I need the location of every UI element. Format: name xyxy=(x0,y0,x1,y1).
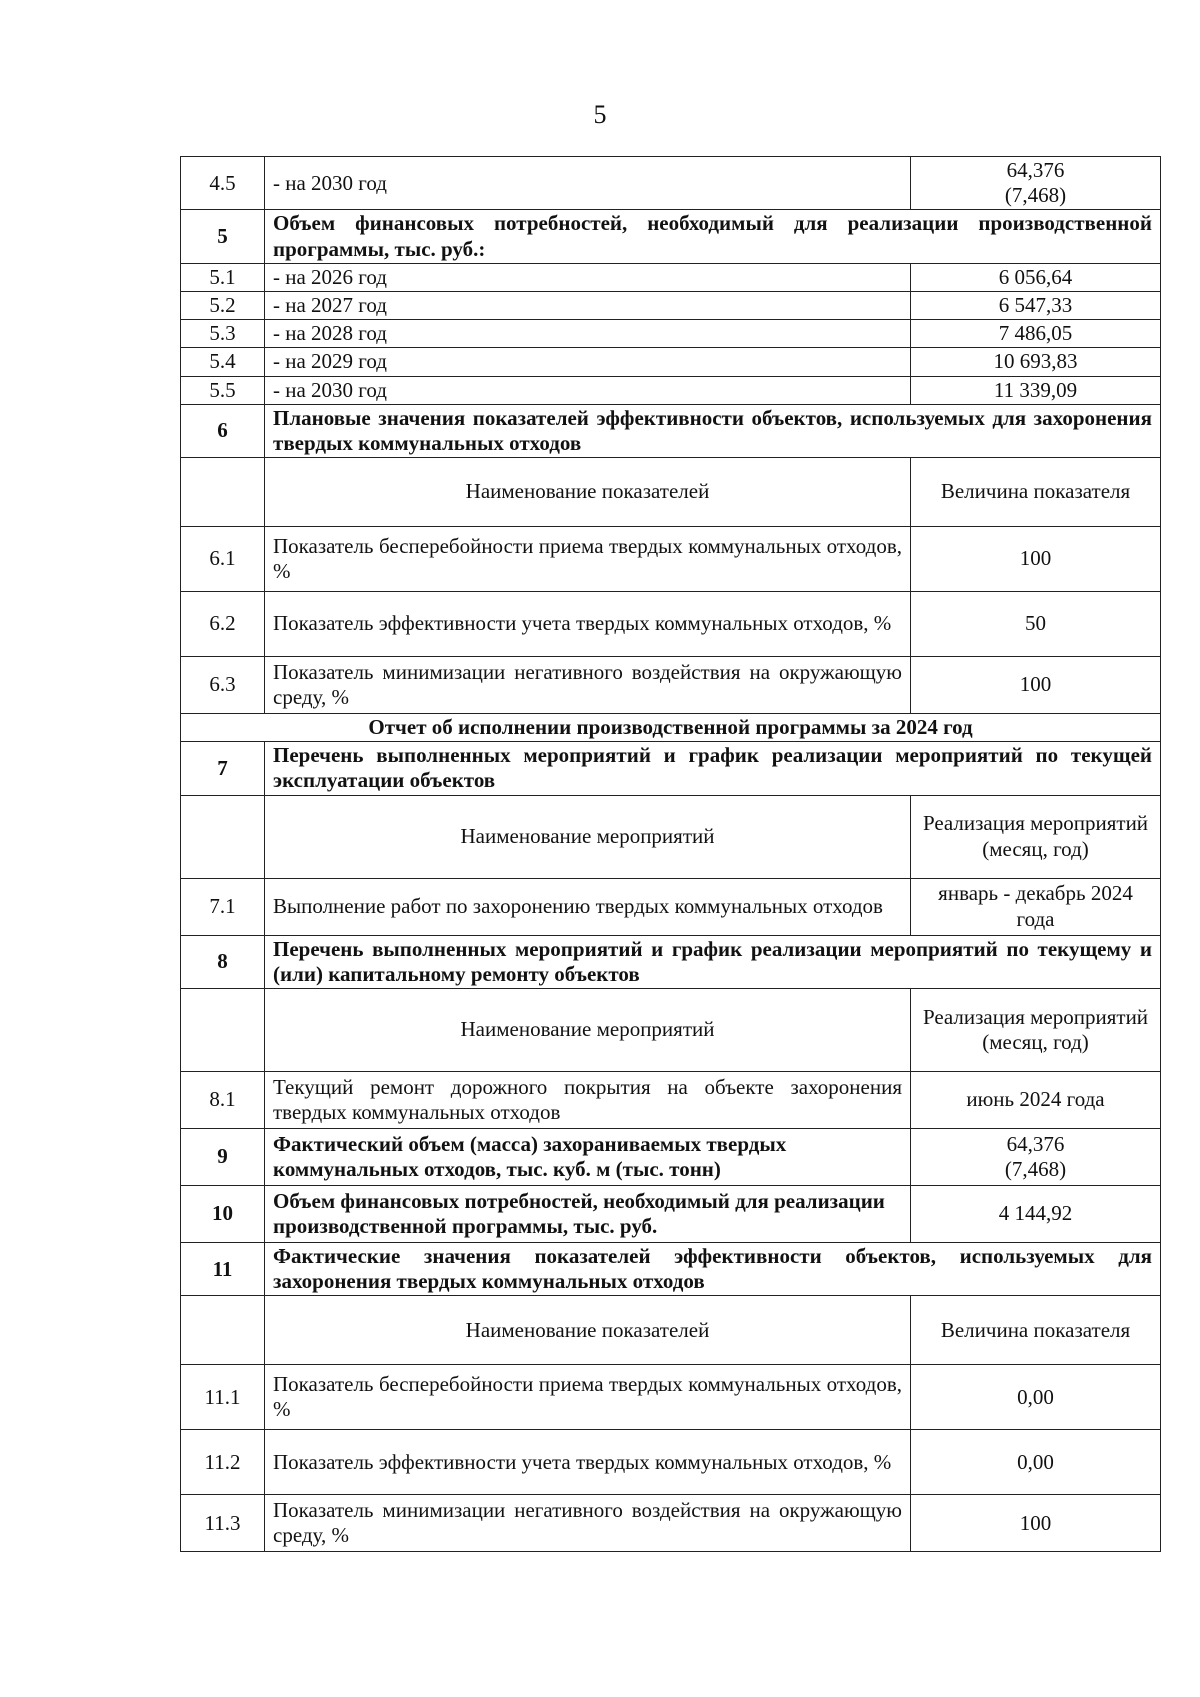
table-row-5 xyxy=(181,210,1161,263)
table-row-6-1 xyxy=(181,527,1161,592)
page-number: 5 xyxy=(593,100,607,129)
row-label: - на 2028 год xyxy=(265,320,911,348)
row-label: - на 2030 год xyxy=(265,376,911,404)
header-row-8 xyxy=(181,989,1161,1072)
row-number: 5.4 xyxy=(181,348,265,376)
row-number: 6.2 xyxy=(181,592,265,657)
section-number: 10 xyxy=(181,1186,265,1243)
header-row-6 xyxy=(181,458,1161,527)
empty-cell xyxy=(181,458,265,527)
table-row-11 xyxy=(181,1243,1161,1296)
table-row-6-3 xyxy=(181,657,1161,714)
table-row-6-2 xyxy=(181,592,1161,657)
row-label: - на 2029 год xyxy=(265,348,911,376)
row-label: Показатель минимизации негативного воздействия на окружающую среду, % xyxy=(265,657,911,714)
header-row-7 xyxy=(181,795,1161,878)
table-row-10 xyxy=(181,1186,1161,1243)
row-value: 6 547,33 xyxy=(911,291,1161,319)
row-label: Текущий ремонт дорожного покрытия на объекте захоронения твердых коммунальных отходов xyxy=(265,1072,911,1129)
row-value: 100 xyxy=(911,1495,1161,1552)
row-value: 4 144,92 xyxy=(911,1186,1161,1243)
row-label: Выполнение работ по захоронению твердых коммунальных отходов xyxy=(265,878,911,935)
value-line-2: (7,468) xyxy=(1004,1157,1067,1181)
program-table xyxy=(180,156,1161,1552)
row-value: 0,00 xyxy=(911,1430,1161,1495)
row-value: январь - декабрь 2024 года xyxy=(911,878,1161,935)
section-title: Плановые значения показателей эффективности объектов, используемых для захоронения твердых коммунальных отходов xyxy=(265,404,1161,457)
table-row-4-5 xyxy=(181,157,1161,210)
column-header-value: Величина показателя xyxy=(911,1296,1161,1365)
row-value: 100 xyxy=(911,527,1161,592)
row-number: 11.1 xyxy=(181,1365,265,1430)
header-row-11 xyxy=(181,1296,1161,1365)
section-number: 5 xyxy=(181,210,265,263)
section-number: 7 xyxy=(181,742,265,795)
row-label: Показатель эффективности учета твердых коммунальных отходов, % xyxy=(265,592,911,657)
table-row-7-1 xyxy=(181,878,1161,935)
row-value: 10 693,83 xyxy=(911,348,1161,376)
table-row-8 xyxy=(181,935,1161,988)
report-title-row xyxy=(181,714,1161,742)
row-label: Объем финансовых потребностей, необходимый для реализации производственной программы, тыс. руб. xyxy=(265,1186,911,1243)
row-number: 8.1 xyxy=(181,1072,265,1129)
column-header-name: Наименование мероприятий xyxy=(265,795,911,878)
table-row-5-5 xyxy=(181,376,1161,404)
table-row-5-2 xyxy=(181,291,1161,319)
row-number: 4.5 xyxy=(181,157,265,210)
row-number: 5.3 xyxy=(181,320,265,348)
row-number: 5.1 xyxy=(181,263,265,291)
table-row-11-2 xyxy=(181,1430,1161,1495)
row-value xyxy=(911,1129,1161,1186)
row-number: 5.5 xyxy=(181,376,265,404)
row-value: 6 056,64 xyxy=(911,263,1161,291)
column-header-name: Наименование показателей xyxy=(265,458,911,527)
table-row-5-3 xyxy=(181,320,1161,348)
column-header-name: Наименование показателей xyxy=(265,1296,911,1365)
row-label: - на 2030 год xyxy=(265,157,911,210)
section-number: 6 xyxy=(181,404,265,457)
table-row-5-1 xyxy=(181,263,1161,291)
section-title: Объем финансовых потребностей, необходимый для реализации производственной программы, тыс. руб.: xyxy=(265,210,1161,263)
table-row-11-3 xyxy=(181,1495,1161,1552)
row-label: Показатель эффективности учета твердых коммунальных отходов, % xyxy=(265,1430,911,1495)
row-value: 100 xyxy=(911,657,1161,714)
empty-cell xyxy=(181,989,265,1072)
table-row-5-4 xyxy=(181,348,1161,376)
column-header-value: Величина показателя xyxy=(911,458,1161,527)
section-title: Фактические значения показателей эффективности объектов, используемых для захоронения твердых коммунальных отходов xyxy=(265,1243,1161,1296)
row-label: Показатель бесперебойности приема твердых коммунальных отходов, % xyxy=(265,1365,911,1430)
row-number: 11.3 xyxy=(181,1495,265,1552)
table-row-9 xyxy=(181,1129,1161,1186)
row-label: - на 2027 год xyxy=(265,291,911,319)
empty-cell xyxy=(181,795,265,878)
value-line-2: (7,468) xyxy=(1004,183,1067,208)
table-row-11-1 xyxy=(181,1365,1161,1430)
value-line-1: 64,376 xyxy=(1006,158,1065,182)
section-title: Перечень выполненных мероприятий и график реализации мероприятий по текущей эксплуатации объектов xyxy=(265,742,1161,795)
row-value: 11 339,09 xyxy=(911,376,1161,404)
row-value: 0,00 xyxy=(911,1365,1161,1430)
table-row-7 xyxy=(181,742,1161,795)
empty-cell xyxy=(181,1296,265,1365)
row-label: Фактический объем (масса) захораниваемых твердых коммунальных отходов, тыс. куб. м (тыс. тонн) xyxy=(265,1129,911,1186)
report-title: Отчет об исполнении производственной программы за 2024 год xyxy=(181,714,1161,742)
section-title: Перечень выполненных мероприятий и график реализации мероприятий по текущему и (или) капитальному ремонту объектов xyxy=(265,935,1161,988)
row-number: 7.1 xyxy=(181,878,265,935)
column-header-value: Реализация мероприятий (месяц, год) xyxy=(911,795,1161,878)
row-value: июнь 2024 года xyxy=(911,1072,1161,1129)
row-value: 50 xyxy=(911,592,1161,657)
row-number: 5.2 xyxy=(181,291,265,319)
column-header-value: Реализация мероприятий (месяц, год) xyxy=(911,989,1161,1072)
row-label: Показатель минимизации негативного воздействия на окружающую среду, % xyxy=(265,1495,911,1552)
column-header-name: Наименование мероприятий xyxy=(265,989,911,1072)
section-number: 11 xyxy=(181,1243,265,1296)
row-number: 11.2 xyxy=(181,1430,265,1495)
row-number: 6.1 xyxy=(181,527,265,592)
value-line-1: 64,376 xyxy=(1006,1131,1065,1156)
section-number: 9 xyxy=(181,1129,265,1186)
row-value xyxy=(911,157,1161,210)
row-label: Показатель бесперебойности приема твердых коммунальных отходов, % xyxy=(265,527,911,592)
section-number: 8 xyxy=(181,935,265,988)
row-number: 6.3 xyxy=(181,657,265,714)
table-row-6 xyxy=(181,404,1161,457)
row-label: - на 2026 год xyxy=(265,263,911,291)
table-row-8-1 xyxy=(181,1072,1161,1129)
row-value: 7 486,05 xyxy=(911,320,1161,348)
